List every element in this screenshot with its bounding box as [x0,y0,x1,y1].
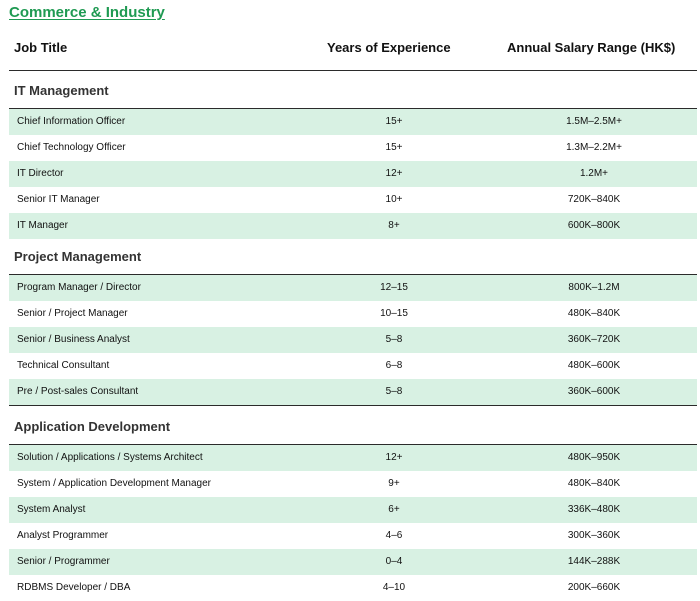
cell-job-title: Solution / Applications / Systems Architect [17,452,203,463]
cell-salary: 800K–1.2M [568,282,620,293]
table-row [9,135,697,161]
cell-salary: 360K–600K [567,386,621,397]
cell-experience: 4–6 [385,530,403,541]
section-application-development [9,410,697,601]
cell-salary: 600K–800K [567,220,621,231]
section-heading: Application Development [9,410,697,445]
cell-salary: 144K–288K [567,556,621,567]
cell-experience: 6–8 [385,360,403,371]
cell-experience: 15+ [385,116,403,127]
cell-experience: 8+ [388,220,400,231]
cell-job-title: Technical Consultant [17,360,110,371]
table-row [9,187,697,213]
cell-experience: 0–4 [385,556,403,567]
cell-salary: 480K–600K [567,360,621,371]
cell-experience: 10–15 [380,308,408,319]
cell-salary: 720K–840K [567,194,621,205]
cell-job-title: Program Manager / Director [17,282,141,293]
table-row [9,275,697,301]
cell-experience: 12+ [385,168,403,179]
cell-experience: 15+ [385,142,403,153]
table-row [9,161,697,187]
cell-job-title: RDBMS Developer / DBA [17,582,131,593]
cell-job-title: Senior / Project Manager [17,308,128,319]
section-heading: Project Management [9,240,697,275]
table-row [9,445,697,471]
cell-experience: 4–10 [382,582,406,593]
table-row [9,301,697,327]
table-row [9,213,697,239]
cell-job-title: IT Manager [17,220,68,231]
cell-experience: 5–8 [385,386,403,397]
cell-experience: 6+ [388,504,400,515]
cell-experience: 12+ [385,452,403,463]
table-header [9,34,697,64]
cell-job-title: Senior / Programmer [17,556,110,567]
table-row [9,497,697,523]
table-row [9,575,697,601]
cell-salary: 200K–660K [567,582,621,593]
cell-salary: 1.2M+ [579,168,609,179]
cell-salary: 480K–840K [567,478,621,489]
cell-job-title: System / Application Development Manager [17,478,211,489]
table-row [9,109,697,135]
cell-job-title: IT Director [17,168,64,179]
table-row [9,353,697,379]
cell-salary: 480K–840K [567,308,621,319]
cell-salary: 1.3M–2.2M+ [566,142,622,153]
column-header-job-title: Job Title [14,40,68,55]
cell-salary: 1.5M–2.5M+ [566,116,622,127]
cell-salary: 336K–480K [567,504,621,515]
page-title: Commerce & Industry [9,4,165,21]
cell-experience: 10+ [385,194,403,205]
column-header-salary: Annual Salary Range (HK$) [507,40,676,55]
table-row [9,327,697,353]
cell-experience: 12–15 [380,282,408,293]
header-divider [9,70,697,71]
table-row [9,471,697,497]
cell-job-title: Senior IT Manager [17,194,100,205]
section-divider [9,405,697,406]
cell-salary: 480K–950K [567,452,621,463]
cell-job-title: Senior / Business Analyst [17,334,130,345]
table-row [9,523,697,549]
cell-job-title: Pre / Post-sales Consultant [17,386,139,397]
cell-salary: 300K–360K [567,530,621,541]
table-row [9,379,697,405]
cell-salary: 360K–720K [567,334,621,345]
section-it-management [9,74,697,239]
section-project-management [9,240,697,406]
column-header-experience: Years of Experience [327,40,451,55]
cell-job-title: Chief Technology Officer [17,142,126,153]
cell-job-title: Chief Information Officer [17,116,126,127]
cell-experience: 5–8 [385,334,403,345]
table-row [9,549,697,575]
section-heading: IT Management [9,74,697,109]
cell-experience: 9+ [388,478,400,489]
cell-job-title: Analyst Programmer [17,530,109,541]
cell-job-title: System Analyst [17,504,86,515]
